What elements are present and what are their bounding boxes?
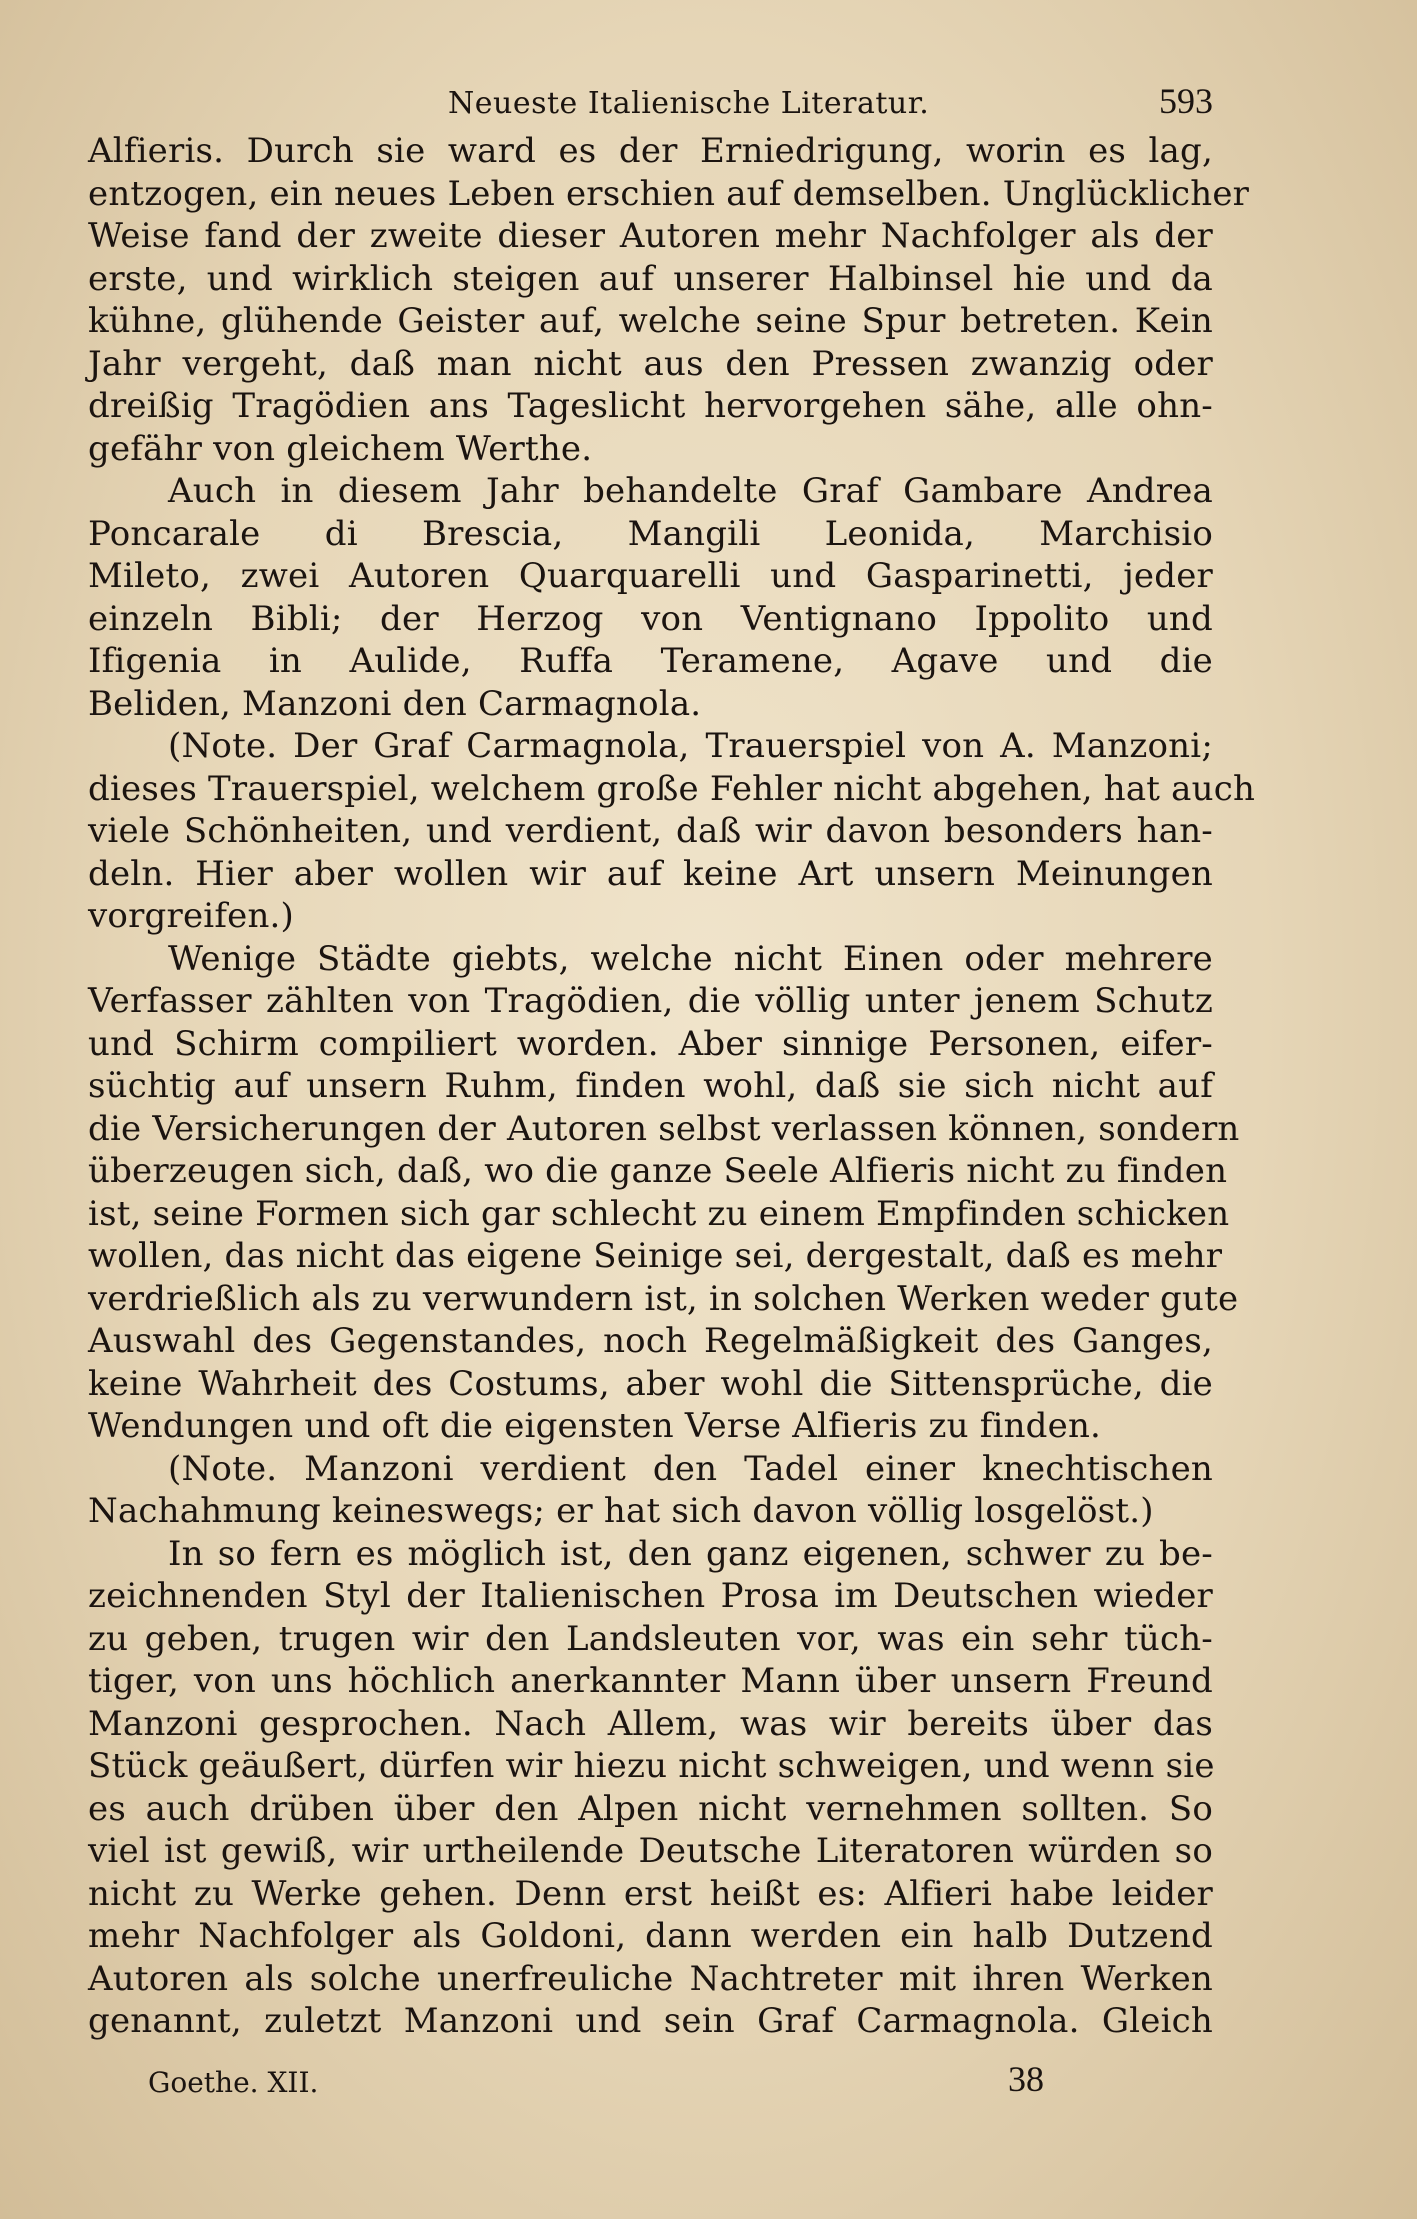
- text-line: mehr Nachfolger als Goldoni, dann werden ein halb Dutzend: [88, 1916, 1213, 1956]
- text-line: Mileto, zwei Autoren Quarquarelli und Gasparinetti, jeder: [88, 556, 1213, 596]
- text-line: nicht zu Werke gehen. Denn erst heißt es: Alfieri habe leider: [88, 1873, 1213, 1914]
- text-line: kühne, glühende Geister auf, welche seine Spur betreten. Kein: [88, 301, 1213, 341]
- text-line: Wendungen und oft die eigensten Verse Alfieris zu finden.: [88, 1406, 1102, 1446]
- text-line: zu geben, trugen wir den Landsleuten vor, was ein sehr tüch-: [88, 1618, 1213, 1659]
- text-line: verdrießlich als zu verwundern ist, in solchen Werken weder gute: [88, 1278, 1239, 1319]
- text-line: viele Schönheiten, und verdient, daß wir davon besonders han-: [88, 811, 1213, 851]
- sheet-number: 38: [1008, 2059, 1044, 2099]
- text-line: Nachahmung keineswegs; er hat sich davon völlig losgelöst.): [88, 1491, 1154, 1531]
- text-line: deln. Hier aber wollen wir auf keine Art unsern Meinungen: [88, 853, 1213, 894]
- text-line: keine Wahrheit des Costums, aber wohl die Sittensprüche, die: [88, 1363, 1213, 1404]
- text-line: (Note. Der Graf Carmagnola, Trauerspiel von A. Manzoni;: [168, 726, 1213, 766]
- text-line: überzeugen sich, daß, wo die ganze Seele Alfieris nicht zu finden: [88, 1151, 1228, 1191]
- body-text: [88, 130, 1256, 2043]
- text-line: entzogen, ein neues Leben erschien auf demselben. Unglücklicher: [88, 173, 1250, 214]
- text-line: wollen, das nicht das eigene Seinige sei, dergestalt, daß es mehr: [88, 1236, 1223, 1276]
- text-line: Wenige Städte giebts, welche nicht Einen oder mehrere: [168, 938, 1213, 979]
- text-line: Beliden, Manzoni den Carmagnola.: [88, 683, 702, 724]
- text-line: In so fern es möglich ist, den ganz eigenen, schwer zu be-: [168, 1533, 1213, 1574]
- text-line: Verfasser zählten von Tragödien, die völlig unter jenem Schutz: [88, 981, 1213, 1021]
- text-line: Alfieris. Durch sie ward es der Erniedrigung, worin es lag,: [88, 131, 1213, 171]
- text-line: tiger, von uns höchlich anerkannter Mann über unsern Freund: [88, 1661, 1213, 1701]
- page-number: 593: [1159, 81, 1213, 121]
- text-line: Ifigenia in Aulide, Ruffa Teramene, Agave und die: [88, 641, 1213, 681]
- page-footer: [88, 2058, 1213, 2108]
- text-line: Auch in diesem Jahr behandelte Graf Gambare Andrea: [168, 471, 1213, 511]
- text-line: Auswahl des Gegenstandes, noch Regelmäßigkeit des Ganges,: [88, 1321, 1213, 1361]
- text-line: Stück geäußert, dürfen wir hiezu nicht schweigen, und wenn sie: [88, 1746, 1215, 1786]
- signature-mark: Goethe. XII.: [148, 2066, 319, 2099]
- text-line: und Schirm compiliert worden. Aber sinnige Personen, eifer-: [88, 1023, 1213, 1064]
- text-line: dieses Trauerspiel, welchem große Fehler nicht abgehen, hat auch: [88, 768, 1256, 809]
- text-line: gefähr von gleichem Werthe.: [88, 428, 593, 469]
- text-line: einzeln Bibli; der Herzog von Ventignano Ippolito und: [88, 598, 1213, 639]
- text-line: vorgreifen.): [88, 896, 295, 936]
- running-title: Neueste Italienische Literatur.: [448, 86, 930, 121]
- text-line: Manzoni gesprochen. Nach Allem, was wir bereits über das: [88, 1703, 1213, 1744]
- text-line: erste, und wirklich steigen auf unserer Halbinsel hie und da: [88, 258, 1213, 299]
- text-line: Poncarale di Brescia, Mangili Leonida, Marchisio: [88, 513, 1213, 554]
- running-head: [88, 76, 1213, 126]
- text-line: (Note. Manzoni verdient den Tadel einer knechtischen: [168, 1448, 1213, 1489]
- text-line: dreißig Tragödien ans Tageslicht hervorgehen sähe, alle ohn-: [88, 386, 1213, 426]
- text-line: Jahr vergeht, daß man nicht aus den Pressen zwanzig oder: [88, 343, 1213, 384]
- text-line: Weise fand der zweite dieser Autoren mehr Nachfolger als der: [88, 216, 1213, 256]
- text-line: Autoren als solche unerfreuliche Nachtreter mit ihren Werken: [88, 1958, 1213, 1999]
- text-line: süchtig auf unsern Ruhm, finden wohl, daß sie sich nicht auf: [88, 1066, 1213, 1106]
- text-line: genannt, zuletzt Manzoni und sein Graf Carmagnola. Gleich: [88, 2001, 1213, 2041]
- text-line: zeichnenden Styl der Italienischen Prosa im Deutschen wieder: [88, 1576, 1213, 1616]
- text-line: die Versicherungen der Autoren selbst verlassen können, sondern: [88, 1108, 1240, 1149]
- text-line: es auch drüben über den Alpen nicht vernehmen sollten. So: [88, 1788, 1213, 1829]
- text-line: ist, seine Formen sich gar schlecht zu einem Empfinden schicken: [88, 1193, 1230, 1234]
- text-line: viel ist gewiß, wir urtheilende Deutsche Literatoren würden so: [88, 1831, 1213, 1871]
